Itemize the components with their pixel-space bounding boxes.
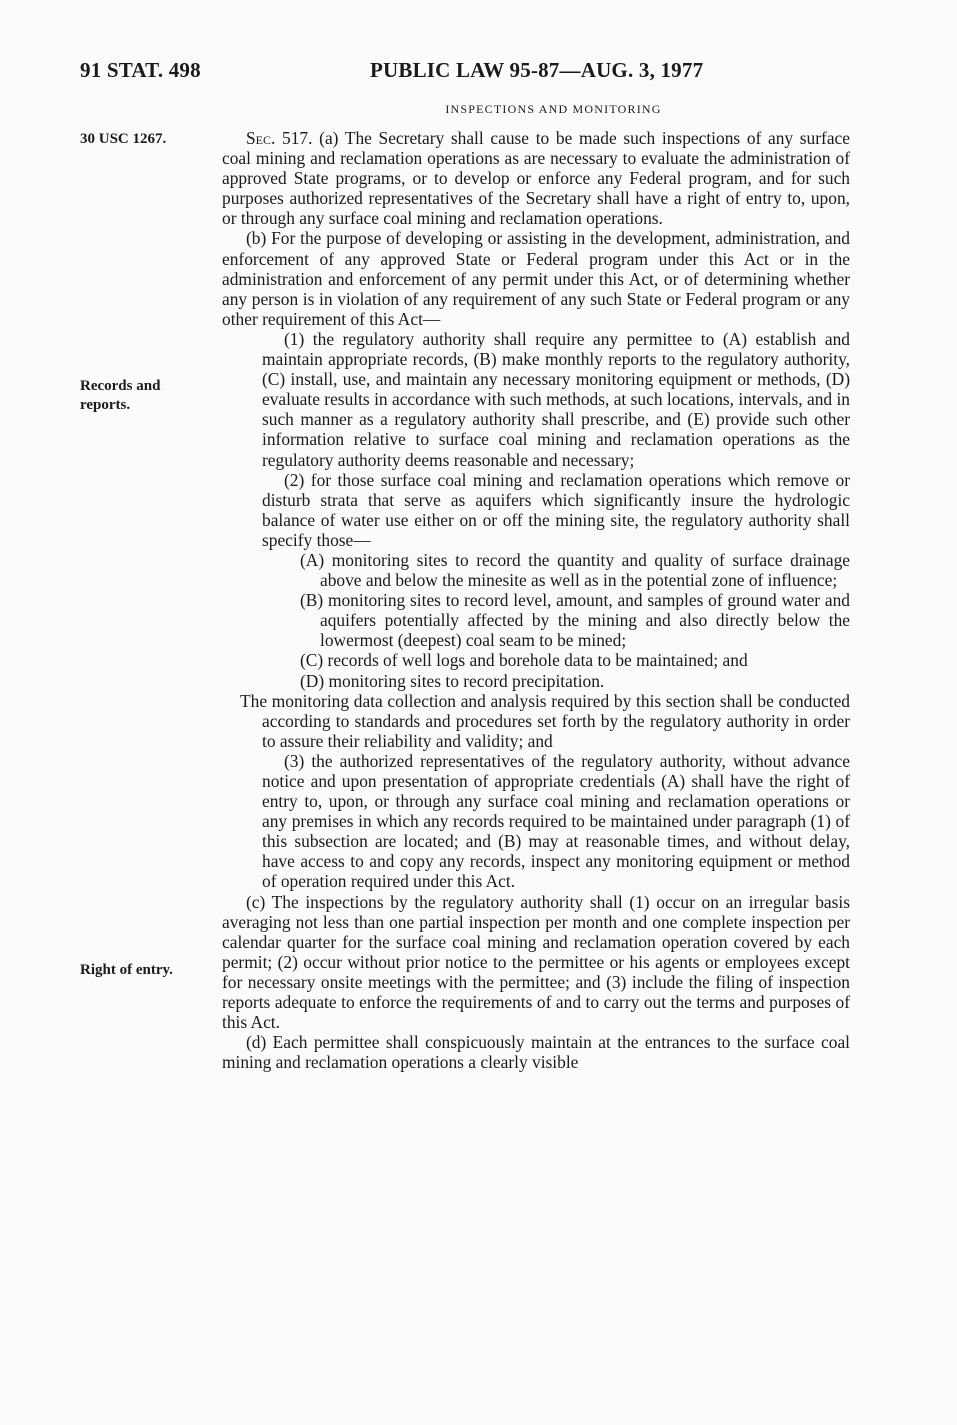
subparagraph-b2c: (C) records of well logs and borehole data to be maintained; and	[300, 650, 748, 671]
subsection-a-text: (a) The Secretary shall cause to be made such inspections of any surface coal mining and reclamation operations as are necessary to evaluate the administration of approved State programs, or to develop or enforce any Federal program, and for such purposes authorized representatives of the Secretary shall have a right of entry to, upon, or through any surface coal mining and reclamation operations.	[222, 128, 850, 229]
paragraph-b1: (1) the regulatory authority shall require any permittee to (A) establish and maintain appropriate records, (B) make monthly reports to the regulatory authority, (C) install, use, and maintain any necessary monitoring equipment or methods, (D) evaluate results in accordance with such methods, at such locations, intervals, and in such manner as a regulatory authority shall prescribe, and (E) provide such other information relative to surface coal mining and reclamation operations as the regulatory authority deems reasonable and necessary;	[262, 328, 850, 470]
section-body	[222, 128, 850, 1072]
margin-note-entry: Right of entry.	[80, 962, 173, 978]
paragraph-b2: (2) for those surface coal mining and reclamation operations which remove or disturb strata that serve as aquifers which significantly insure the hydrologic balance of water use either on or off the mining site, the regulatory authority shall specify those—	[262, 469, 850, 550]
subsection-c: (c) The inspections by the regulatory authority shall (1) occur on an irregular basis averaging not less than one partial inspection per month and one complete inspection per calendar quarter for the surface coal mining and reclamation operation covered by each permit; (2) occur without prior notice to the permittee or his agents or employees except for necessary onsite meetings with the permittee; and (3) include the filing of inspection reports adequate to enforce the requirements of and to carry out the terms and purposes of this Act.	[222, 891, 850, 1033]
section-label: Sec. 517.	[246, 128, 313, 148]
paragraph-b3: (3) the authorized representatives of the regulatory authority, without advance notice and upon presentation of appropriate credentials (A) shall have the right of entry to, upon, or through any surface coal mining and reclamation operations or any premises in which any records required to be maintained under paragraph (1) of this subsection are located; and (B) may at reasonable times, and without delay, have access to and copy any records, inspect any monitoring equipment or method of operation required under this Act.	[262, 750, 850, 892]
subsection-b: (b) For the purpose of developing or assisting in the development, administration, and enforcement of any approved State or Federal program under this Act or in the administration and enforcement of any permit under this Act, or of determining whether any person is in violation of any requirement of any such State or Federal program or any other requirement of this Act—	[222, 228, 850, 329]
stat-citation: 91 STAT. 498	[80, 58, 201, 82]
public-law-header: PUBLIC LAW 95-87—AUG. 3, 1977	[370, 58, 704, 82]
subparagraph-b2d: (D) monitoring sites to record precipitation.	[300, 670, 605, 691]
paragraph-b2-tail: The monitoring data collection and analysis required by this section shall be conducted according to standards and procedures set forth by the regulatory authority in order to assure their reliability and validity; and	[240, 690, 850, 751]
subparagraph-b2a: (A) monitoring sites to record the quantity and quality of surface drainage above and below the minesite as well as in the potential zone of influence;	[300, 549, 850, 591]
section-heading: INSPECTIONS AND MONITORING	[445, 102, 662, 116]
subsection-d: (d) Each permittee shall conspicuously maintain at the entrances to the surface coal mining and reclamation operations a clearly visible	[222, 1032, 850, 1073]
margin-note-records: Records and reports.	[80, 378, 161, 413]
margin-note-usc: 30 USC 1267.	[80, 131, 167, 147]
subparagraph-b2b: (B) monitoring sites to record level, amount, and samples of ground water and aquifers potentially affected by the mining and also directly below the lowermost (deepest) coal seam to be mined;	[300, 590, 850, 651]
subsection-a	[222, 128, 850, 228]
